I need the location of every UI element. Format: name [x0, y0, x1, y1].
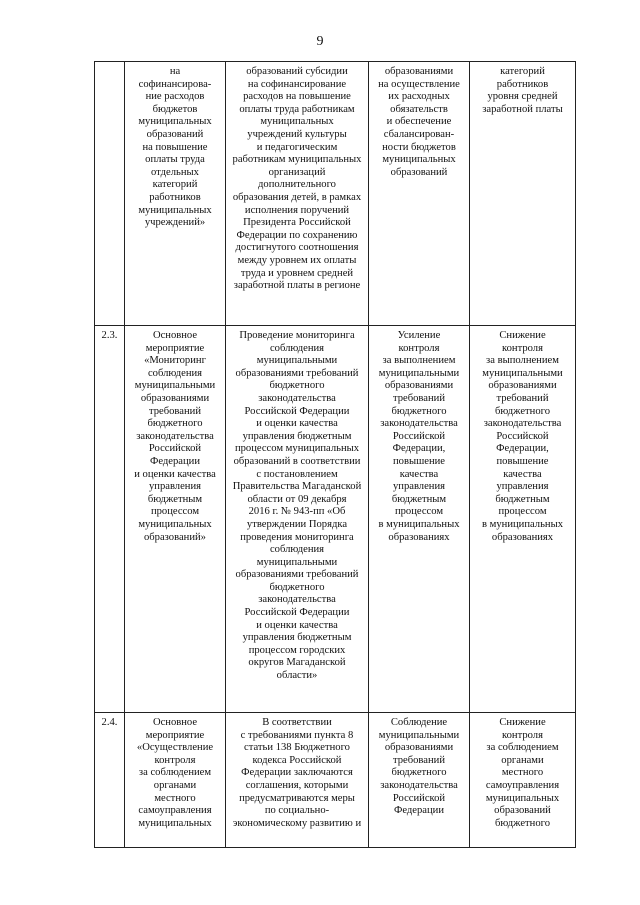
cell-text-line: Правительства Магаданской	[232, 481, 362, 493]
measures-table	[94, 61, 576, 848]
cell-text-line: бюджетного	[391, 767, 447, 779]
cell-text-line: Федерации	[393, 805, 445, 817]
cell-text-line: бюджетного	[147, 418, 203, 430]
cell-text-line: Усиление	[397, 330, 441, 341]
table-row	[95, 326, 576, 713]
cell-text-line: уровня средней	[487, 91, 558, 103]
cell-text-line: законодательства	[258, 392, 336, 404]
consequence-cell	[470, 713, 576, 848]
consequence-cell	[470, 326, 576, 713]
row-number-cell	[95, 62, 125, 326]
cell-text-line: бюджетным	[147, 493, 203, 505]
cell-text-line: требований	[392, 754, 446, 766]
cell-text-line: с требованиями пункта 8	[240, 729, 354, 741]
cell-text-line: заработной платы	[482, 103, 563, 115]
cell-text-line: «Осуществление	[136, 742, 214, 754]
cell-text-line: муниципальных	[138, 204, 212, 216]
cell-text-line: исполнения поручений	[244, 204, 350, 216]
cell-text-line: Федерации по сохранению	[236, 229, 358, 241]
cell-text-line: требований	[148, 405, 202, 417]
table-row	[95, 62, 576, 326]
cell-text-line: требований	[496, 392, 549, 404]
cell-text-line: законодательства	[258, 594, 336, 606]
cell-text-line: статьи 138 Бюджетного	[244, 742, 350, 754]
cell-text-line: оплаты труда работникам	[239, 103, 355, 115]
cell-text-line: образованиях	[491, 531, 554, 543]
cell-text-line: оплаты труда	[145, 154, 205, 166]
expected-result-cell	[369, 62, 470, 326]
cell-text-line: между уровнем их оплаты	[237, 254, 357, 266]
cell-text-line: Российской	[148, 443, 202, 455]
cell-text-line: по социально-	[264, 805, 330, 817]
consequence-cell	[470, 62, 576, 326]
cell-text-line: за соблюдением	[138, 767, 212, 779]
cell-text-line: качества	[503, 468, 542, 480]
measure-name-cell	[125, 62, 226, 326]
cell-text-line: за соблюдением	[486, 742, 559, 754]
table-row	[95, 713, 576, 848]
cell-text-line: мероприятие	[145, 729, 205, 741]
cell-text-line: труда и уровнем средней	[240, 267, 354, 279]
cell-text-line: работникам муниципальных	[232, 154, 362, 166]
cell-text-line: законодательства	[136, 430, 214, 442]
cell-text-line: муниципальными	[256, 355, 338, 367]
cell-text-line: образований субсидии	[246, 66, 348, 77]
cell-text-line: соблюдения	[269, 342, 325, 354]
cell-text-line: Федерации	[149, 455, 201, 467]
cell-text-line: кодекса Российской	[252, 754, 342, 766]
cell-text-line: бюджетного	[269, 380, 325, 392]
cell-text-line: требований	[392, 392, 446, 404]
cell-text-line: ние расходов	[145, 91, 205, 103]
cell-text-line: самоуправления	[138, 805, 212, 817]
cell-text-line: процессом	[150, 506, 200, 518]
cell-text-line: образованиями	[140, 392, 210, 404]
table-body	[95, 62, 576, 848]
cell-text-line: образований	[390, 166, 448, 178]
cell-text-line: образованиями требований	[235, 569, 359, 581]
expected-result-cell	[369, 713, 470, 848]
cell-text-line: бюджетного	[391, 405, 447, 417]
page-number: 9	[316, 34, 324, 49]
cell-text-line: органами	[153, 779, 197, 791]
cell-text-line: области от 09 декабря	[247, 493, 347, 505]
cell-text-line: образованиями	[384, 742, 454, 754]
cell-text-line: управления бюджетным	[242, 632, 352, 644]
cell-text-line: на осуществление	[378, 78, 460, 90]
cell-text-line: 2016 г. № 943-пп «Об	[248, 506, 346, 518]
cell-text-line: мероприятие	[145, 342, 205, 354]
cell-text-line: ности бюджетов	[382, 141, 456, 153]
cell-text-line: бюджетного	[494, 405, 550, 417]
cell-text-line: законодательства	[380, 418, 458, 430]
cell-text-line: муниципальных	[260, 116, 334, 128]
cell-text-line: расходов на повышение	[243, 91, 351, 103]
cell-text-line: на повышение	[142, 141, 208, 153]
cell-text-line: управления	[496, 481, 549, 493]
cell-text-line: Основное	[152, 330, 198, 341]
cell-text-line: «Мониторинг	[144, 355, 206, 367]
cell-text-line: округов Магаданской	[248, 657, 346, 669]
cell-text-line: процессом	[498, 506, 547, 518]
cell-text-line: законодательства	[483, 418, 562, 430]
cell-text-line: муниципальными	[256, 556, 338, 568]
cell-text-line: экономическому развитию и	[232, 817, 362, 829]
cell-text-line: бюджетного	[269, 581, 325, 593]
expected-result-cell	[369, 326, 470, 713]
row-number-cell: 2.4.	[95, 713, 125, 848]
cell-text-line: образований	[494, 805, 551, 817]
cell-text-line: Снижение	[499, 330, 546, 341]
measure-name-cell	[125, 326, 226, 713]
cell-text-line: контроля	[502, 342, 543, 354]
cell-text-line: процессом муниципальных	[234, 443, 360, 455]
cell-text-line: образований»	[144, 531, 206, 543]
measure-content-cell	[226, 326, 369, 713]
cell-text-line: самоуправления	[485, 779, 560, 791]
cell-text-line: муниципальных	[138, 518, 212, 530]
cell-text-line: предусматриваются меры	[239, 792, 355, 804]
cell-text-line: органами	[501, 754, 544, 766]
cell-text-line: работников	[149, 191, 201, 203]
cell-text-line: за выполнением	[486, 355, 559, 367]
cell-text-line: Российской Федерации	[244, 607, 350, 619]
cell-text-line: Российской	[392, 792, 446, 804]
cell-text-line: бюджетов	[152, 103, 198, 115]
cell-text-line: Снижение	[499, 717, 546, 728]
cell-text-line: дополнительного	[258, 179, 336, 191]
cell-text-line: соблюдения	[269, 544, 325, 556]
cell-text-line: образованиями	[384, 66, 454, 77]
cell-text-line: Федерации заключаются	[241, 767, 353, 779]
cell-text-line: Соблюдение	[390, 717, 448, 728]
cell-text-line: образованиях	[388, 531, 450, 543]
cell-text-line: бюджетного	[494, 817, 550, 829]
measure-name-cell	[125, 713, 226, 848]
cell-text-line: в муниципальных	[378, 518, 460, 530]
cell-text-line: муниципальными	[378, 729, 460, 741]
cell-text-line: категорий	[500, 66, 545, 77]
cell-text-line: области»	[276, 670, 318, 682]
cell-text-line: контроля	[502, 729, 543, 741]
cell-text-line: учреждений»	[144, 217, 206, 229]
cell-text-line: Основное	[152, 717, 198, 728]
cell-text-line: соглашения, которыми	[245, 779, 349, 791]
cell-text-line: муниципальных	[382, 154, 456, 166]
cell-text-line: за выполнением	[382, 355, 456, 367]
cell-text-line: и оценки качества	[134, 468, 216, 480]
cell-text-line: контроля	[398, 342, 440, 354]
cell-text-line: процессом городских	[248, 644, 346, 656]
cell-text-line: бюджетным	[495, 493, 550, 505]
cell-text-line: качества	[399, 468, 439, 480]
cell-text-line: Федерации,	[392, 443, 446, 455]
cell-text-line: отдельных	[151, 166, 199, 178]
cell-text-line: повышение	[393, 455, 445, 467]
measure-content-cell	[226, 713, 369, 848]
measure-content-cell	[226, 62, 369, 326]
cell-text-line: управления	[148, 481, 202, 493]
cell-text-line: процессом	[394, 506, 444, 518]
cell-text-line: Проведение мониторинга	[239, 330, 355, 341]
cell-text-line: обязательств	[390, 103, 448, 115]
cell-text-line: образованиями требований	[235, 367, 359, 379]
cell-text-line: Российской	[392, 430, 446, 442]
cell-text-line: местного	[501, 767, 544, 779]
cell-text-line: образований в соответствии	[233, 455, 361, 467]
cell-text-line: организаций	[268, 166, 326, 178]
cell-text-line: Федерации,	[496, 443, 549, 455]
cell-text-line: муниципальных	[138, 817, 212, 829]
cell-text-line: управления бюджетным	[242, 430, 352, 442]
cell-text-line: заработной платы в регионе	[233, 280, 361, 292]
cell-text-line: муниципальных	[138, 116, 212, 128]
cell-text-line: достигнутого соотношения	[235, 242, 359, 254]
cell-text-line: образования детей, в рамках	[232, 191, 362, 203]
cell-text-line: с постановлением	[256, 468, 338, 480]
cell-text-line: утверждении Порядка	[246, 518, 348, 530]
cell-text-line: проведения мониторинга	[240, 531, 354, 543]
cell-text-line: Российской	[496, 430, 549, 442]
cell-text-line: и оценки качества	[256, 418, 338, 430]
cell-text-line: софинансирова-	[138, 78, 212, 90]
cell-text-line: законодательства	[380, 779, 458, 791]
cell-text-line: работников	[496, 78, 549, 90]
cell-text-line: соблюдения	[147, 367, 203, 379]
cell-text-line: сбалансирован-	[383, 128, 455, 140]
cell-text-line: контроля	[154, 754, 196, 766]
cell-text-line: и обеспечение	[386, 116, 452, 128]
cell-text-line: муниципальными	[378, 367, 460, 379]
cell-text-line: Президента Российской	[243, 217, 351, 229]
cell-text-line: и оценки качества	[256, 619, 338, 631]
row-number-cell: 2.3.	[95, 326, 125, 713]
cell-text-line: Российской Федерации	[244, 405, 350, 417]
cell-text-line: муниципальными	[134, 380, 216, 392]
cell-text-line: В соответствии	[262, 717, 332, 728]
cell-text-line: муниципальными	[482, 367, 563, 379]
cell-text-line: образованиями	[488, 380, 557, 392]
cell-text-line: управления	[392, 481, 446, 493]
cell-text-line: их расходных	[388, 91, 450, 103]
cell-text-line: местного	[154, 792, 196, 804]
cell-text-line: категорий	[152, 179, 198, 191]
cell-text-line: повышение	[496, 455, 549, 467]
cell-text-line: образований	[146, 128, 204, 140]
cell-text-line: на софинансирование	[247, 78, 347, 90]
cell-text-line: и педагогическим	[256, 141, 338, 153]
cell-text-line: образованиями	[384, 380, 454, 392]
cell-text-line: на	[169, 66, 181, 77]
cell-text-line: бюджетным	[391, 493, 447, 505]
cell-text-line: в муниципальных	[482, 518, 563, 530]
cell-text-line: муниципальных	[485, 792, 560, 804]
cell-text-line: учреждений культуры	[247, 128, 347, 140]
